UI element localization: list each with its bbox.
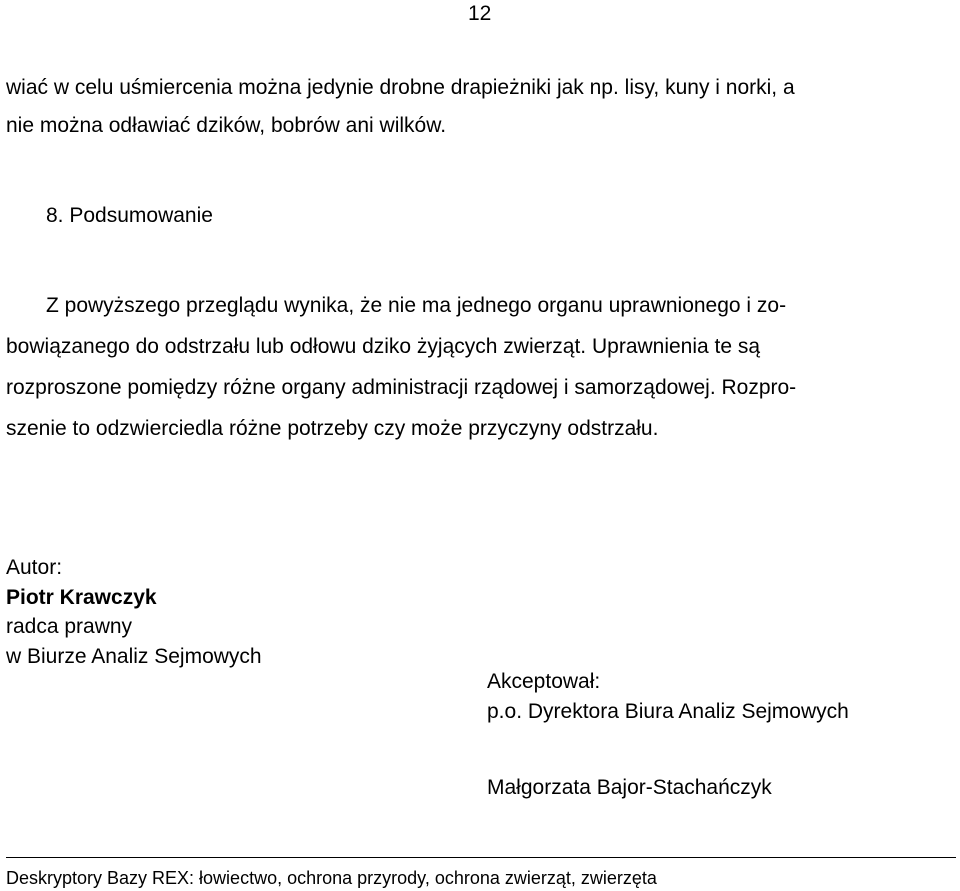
descriptors: Deskryptory Bazy REX: łowiectwo, ochrona przyrody, ochrona zwierząt, zwierzęta [6,868,657,888]
author-unit: w Biurze Analiz Sejmowych [6,644,262,668]
summary-line-1: Z powyższego przeglądu wynika, że nie ma jednego organu uprawnionego i zo- [46,294,787,317]
acceptance-block [487,667,849,727]
page-number: 12 [468,2,492,25]
author-name: Piotr Krawczyk [6,585,157,609]
footer-divider [6,857,956,858]
summary-line-4: szenie to odzwierciedla różne potrzeby czy może przyczyny odstrzału. [6,417,659,440]
author-label: Autor: [6,556,63,579]
acceptance-title: p.o. Dyrektora Biura Analiz Sejmowych [487,700,849,723]
author-role: radca prawny [6,615,133,638]
author-block [6,553,262,671]
signer-name: Małgorzata Bajor-Stachańczyk [487,776,772,799]
summary-line-2: bowiązanego do odstrzału lub odłowu dziko żyjących zwierząt. Uprawnienia te są [6,335,761,358]
section-heading: 8. Podsumowanie [46,204,213,227]
acceptance-label: Akceptował: [487,670,601,693]
summary-line-3: rozproszone pomiędzy różne organy administracji rządowej i samorządowej. Rozpro- [6,376,797,399]
intro-line-1: wiać w celu uśmiercenia można jedynie drobne drapieżniki jak np. lisy, kuny i norki, a [6,76,795,99]
intro-line-2: nie można odławiać dzików, bobrów ani wilków. [6,114,447,137]
